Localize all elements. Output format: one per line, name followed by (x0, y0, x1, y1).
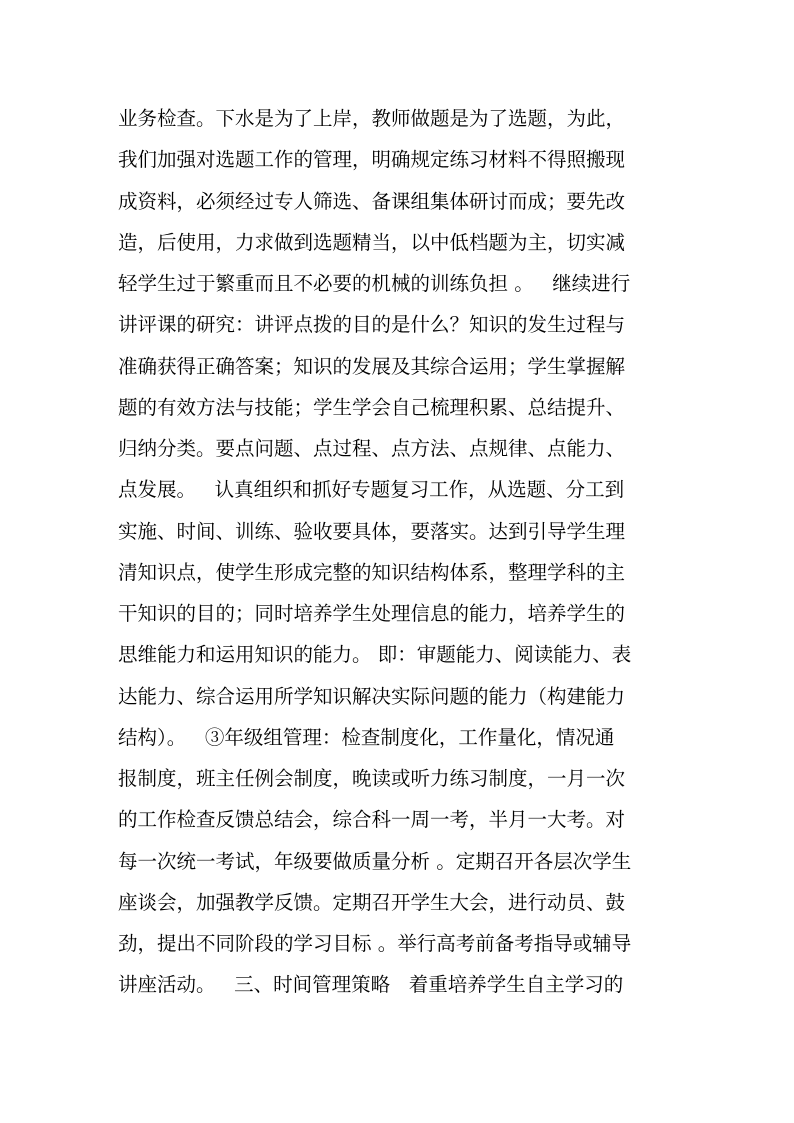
text-line: 座谈会，加强教学反馈。定期召开学生大会，进行动员、鼓 (118, 890, 626, 914)
text-line: 结构）。 ③年级组管理：检查制度化，工作量化，情况通 (118, 725, 615, 749)
text-line: 归纳分类。要点问题、点过程、点方法、点规律、点能力、 (118, 437, 626, 460)
text-line: 讲座活动。 三、时间管理策略 着重培养学生自主学习的 (118, 973, 624, 997)
text-line: 成资料，必须经过专人筛选、备课组集体研讨而成；要先改 (118, 189, 626, 213)
text-line: 造，后使用，力求做到选题精当，以中低档题为主，切实减 (118, 230, 626, 254)
text-line: 劲，提出不同阶段的学习目标 。举行高考前备考指导或辅导 (118, 932, 632, 955)
text-line: 讲评课的研究：讲评点拨的目的是什么？知识的发生过程与 (118, 313, 626, 337)
text-line: 我们加强对选题工作的管理，明确规定练习材料不得照搬现 (118, 148, 626, 172)
text-line: 点发展。 认真组织和抓好专题复习工作，从选题、分工到 (118, 478, 625, 502)
text-line: 准确获得正确答案；知识的发展及其综合运用；学生掌握解 (118, 354, 626, 378)
text-line: 达能力、综合运用所学知识解决实际问题的能力（构建能力 (118, 684, 626, 708)
text-line: 每一次统一考试，年级要做质量分析 。定期召开各层次学生 (118, 849, 632, 873)
text-line: 报制度，班主任例会制度，晚读或听力练习制度，一月一次 (118, 767, 626, 790)
text-line: 轻学生过于繁重而且不必要的机械的训练负担 。 继续进行 (118, 272, 631, 295)
text-line: 的工作检查反馈总结会，综合科一周一考，半月一大考。对 (118, 808, 626, 832)
body-text (118, 98, 688, 1006)
text-line: 清知识点，使学生形成完整的知识结构体系，整理学科的主 (118, 560, 626, 584)
text-line: 业务检查。下水是为了上岸，教师做题是为了选题，为此， (118, 107, 626, 130)
text-line: 思维能力和运用知识的能力。 即：审题能力、阅读能力、表 (118, 643, 632, 667)
text-line: 实施、时间、训练、验收要具体，要落实。达到引导学生理 (118, 519, 626, 543)
text-line: 干知识的目的；同时培养学生处理信息的能力，培养学生的 (118, 602, 626, 625)
text-line: 题的有效方法与技能；学生学会自己梳理积累、总结提升、 (118, 395, 626, 419)
